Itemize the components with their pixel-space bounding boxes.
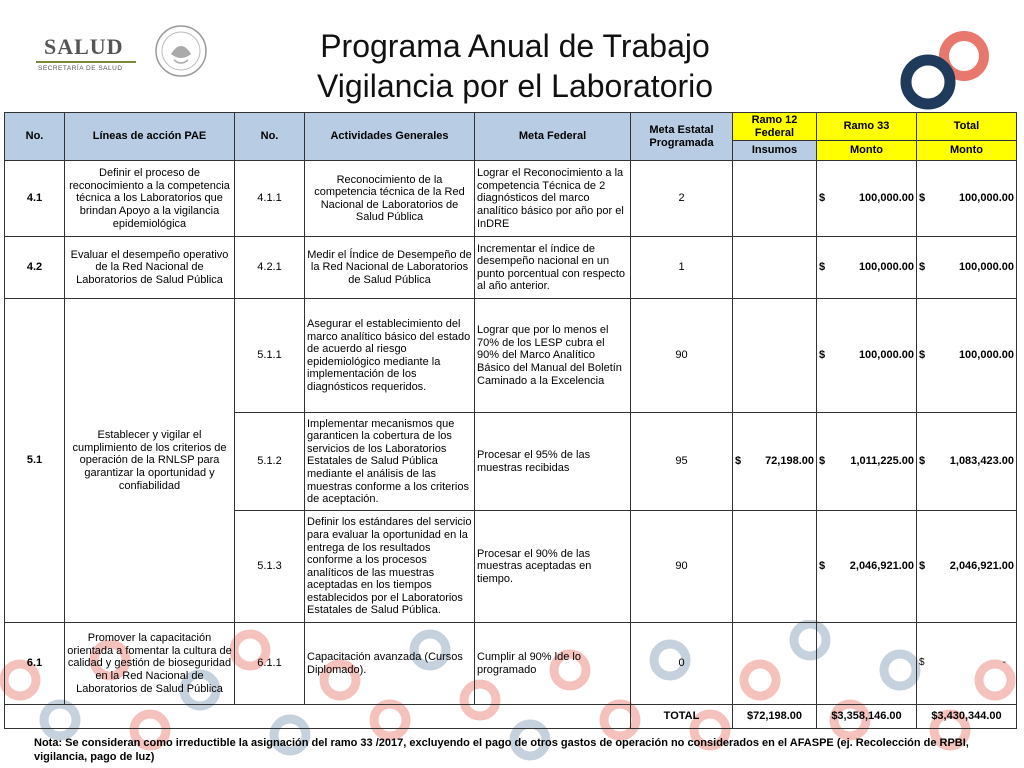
row-total <box>917 511 1017 623</box>
row-activity-number: 5.1.2 <box>235 413 305 511</box>
col-header-meta-federal: Meta Federal <box>475 113 631 161</box>
row-activity-number: 5.1.3 <box>235 511 305 623</box>
amount: 100,000.00 <box>858 261 914 274</box>
row-meta-estatal: 0 <box>631 623 733 705</box>
amount: 100,000.00 <box>958 349 1014 362</box>
row-activity-number: 4.2.1 <box>235 237 305 299</box>
salud-logo-subtitle: SECRETARÍA DE SALUD <box>38 65 123 72</box>
row-actividad: Reconocimiento de la competencia técnica de la Red Nacional de Laboratorios de Salud Pública <box>305 161 475 237</box>
row-insumos <box>733 237 817 299</box>
col-header-meta-estatal: Meta Estatal Programada <box>631 113 733 161</box>
table-row <box>5 623 1017 705</box>
row-linea: Evaluar el desempeño operativo de la Red Nacional de Laboratorios de Salud Pública <box>65 237 235 299</box>
row-total <box>917 237 1017 299</box>
row-total <box>917 413 1017 511</box>
col-header-no-activity: No. <box>235 113 305 161</box>
totals-label: TOTAL <box>631 705 733 729</box>
row-number: 5.1 <box>5 299 65 623</box>
row-activity-number: 5.1.1 <box>235 299 305 413</box>
amount: - <box>1002 657 1006 669</box>
col-header-ramo12: Ramo 12 Federal <box>733 113 817 141</box>
page-title <box>250 26 780 106</box>
totals-ramo33: $3,358,146.00 <box>817 705 917 729</box>
amount: 100,000.00 <box>958 192 1014 205</box>
row-number: 6.1 <box>5 623 65 705</box>
row-total <box>917 161 1017 237</box>
row-meta-federal: Incrementar el índice de desempeño nacional en un punto porcentual con respecto al año anterior. <box>475 237 631 299</box>
col-header-insumos: Insumos <box>733 141 817 161</box>
col-header-ramo33: Ramo 33 <box>817 113 917 141</box>
currency-symbol: $ <box>919 192 926 205</box>
row-meta-federal: Lograr el Reconocimiento a la competencia Técnica de 2 diagnósticos del marco analítico básico por año por el InDRE <box>475 161 631 237</box>
currency-symbol: $ <box>919 349 926 362</box>
row-insumos <box>733 299 817 413</box>
row-meta-federal: Procesar el 90% de las muestras aceptadas en tiempo. <box>475 511 631 623</box>
amount: 100,000.00 <box>958 261 1014 274</box>
amount: 72,198.00 <box>765 455 814 468</box>
row-meta-estatal: 2 <box>631 161 733 237</box>
col-header-monto-ramo33: Monto <box>817 141 917 161</box>
amount: 100,000.00 <box>858 192 914 205</box>
currency-symbol: $ <box>819 261 826 274</box>
currency-symbol: $ <box>819 560 826 573</box>
amount: 100,000.00 <box>858 349 914 362</box>
row-insumos <box>733 511 817 623</box>
title-line-1: Programa Anual de Trabajo <box>320 28 710 64</box>
col-header-actividades: Actividades Generales <box>305 113 475 161</box>
totals-row <box>5 705 1017 729</box>
amount: 2,046,921.00 <box>849 560 914 573</box>
col-header-no: No. <box>5 113 65 161</box>
currency-symbol: $ <box>919 261 926 274</box>
salud-logo-line <box>36 61 136 63</box>
row-actividad: Medir el Índice de Desempeño de la Red Nacional de Laboratorios de Salud Pública <box>305 237 475 299</box>
totals-spacer <box>5 705 631 729</box>
row-meta-estatal: 95 <box>631 413 733 511</box>
currency-symbol: $ <box>919 657 925 669</box>
title-line-2: Vigilancia por el Laboratorio <box>316 68 714 104</box>
row-activity-number: 4.1.1 <box>235 161 305 237</box>
row-linea: Promover la capacitación orientada a fomentar la cultura de calidad y gestión de bioseguridad en la Red Nacional de Laboratorios de Salud Pública <box>65 623 235 705</box>
row-meta-estatal: 1 <box>631 237 733 299</box>
mexico-seal-icon <box>154 24 208 78</box>
currency-symbol: $ <box>819 455 826 468</box>
row-meta-estatal: 90 <box>631 299 733 413</box>
row-total <box>917 623 1017 705</box>
row-ramo33 <box>817 237 917 299</box>
table-row <box>5 299 1017 413</box>
currency-symbol: $ <box>735 455 742 468</box>
footnote: Nota: Se consideran como irreductible la asignación del ramo 33 /2017, excluyendo el pago de otros gastos de operación no considerados en el AFASPE (ej. Recolección de RPBI, vigilancia, pago de luz) <box>34 737 969 763</box>
amount: 1,083,423.00 <box>949 455 1014 468</box>
row-insumos <box>733 413 817 511</box>
row-linea: Definir el proceso de reconocimiento a la competencia técnica a los Laboratorios que brindan Apoyo a la vigilancia epidemiológica <box>65 161 235 237</box>
col-header-total: Total <box>917 113 1017 141</box>
salud-logo <box>34 34 144 74</box>
row-actividad: Capacitación avanzada (Cursos Diplomado). <box>305 623 475 705</box>
totals-total: $3,430,344.00 <box>917 705 1017 729</box>
row-activity-number: 6.1.1 <box>235 623 305 705</box>
row-ramo33 <box>817 511 917 623</box>
row-insumos <box>733 623 817 705</box>
row-linea: Establecer y vigilar el cumplimiento de los criterios de operación de la RNLSP para garantizar la oportunidad y confiabilidad <box>65 299 235 623</box>
totals-insumos: $72,198.00 <box>733 705 817 729</box>
currency-symbol: $ <box>919 560 926 573</box>
row-total <box>917 299 1017 413</box>
slide-header <box>0 0 1024 112</box>
salud-logo-word: SALUD <box>44 34 124 59</box>
col-header-lineas: Líneas de acción PAE <box>65 113 235 161</box>
row-number: 4.2 <box>5 237 65 299</box>
row-insumos <box>733 161 817 237</box>
row-ramo33 <box>817 623 917 705</box>
row-actividad: Implementar mecanismos que garanticen la cobertura de los servicios de los Laboratorios Estatales de Salud Pública mediante el análisis de las muestras conforme a los criterios de aceptación. <box>305 413 475 511</box>
row-ramo33 <box>817 161 917 237</box>
amount: 1,011,225.00 <box>850 455 914 468</box>
row-actividad: Definir los estándares del servicio para evaluar la oportunidad en la entrega de los resultados conforme a los procesos analíticos de las muestras aceptadas en los tiempos establecidos por el Laboratorios Estatales de Salud Pública. <box>305 511 475 623</box>
work-program-table <box>4 112 1017 729</box>
currency-symbol: $ <box>819 192 826 205</box>
row-meta-federal: Lograr que por lo menos el 70% de los LESP cubra el 90% del Marco Analítico Básico del Manual del Boletín Caminado a la Excelencia <box>475 299 631 413</box>
row-meta-federal: Cumplir al 90% lde lo programado <box>475 623 631 705</box>
row-meta-estatal: 90 <box>631 511 733 623</box>
amount: 2,046,921.00 <box>949 560 1014 573</box>
row-ramo33 <box>817 299 917 413</box>
row-ramo33 <box>817 413 917 511</box>
rings-logo-icon <box>896 28 998 114</box>
col-header-monto-total: Monto <box>917 141 1017 161</box>
table-row <box>5 161 1017 237</box>
currency-symbol: $ <box>919 455 926 468</box>
row-meta-federal: Procesar el 95% de las muestras recibidas <box>475 413 631 511</box>
currency-symbol: $ <box>819 349 826 362</box>
row-actividad: Asegurar el establecimiento del marco analítico básico del estado de acuerdo al riesgo epidemiológico mediante la implementación de los diagnósticos requeridos. <box>305 299 475 413</box>
table-row <box>5 237 1017 299</box>
row-number: 4.1 <box>5 161 65 237</box>
